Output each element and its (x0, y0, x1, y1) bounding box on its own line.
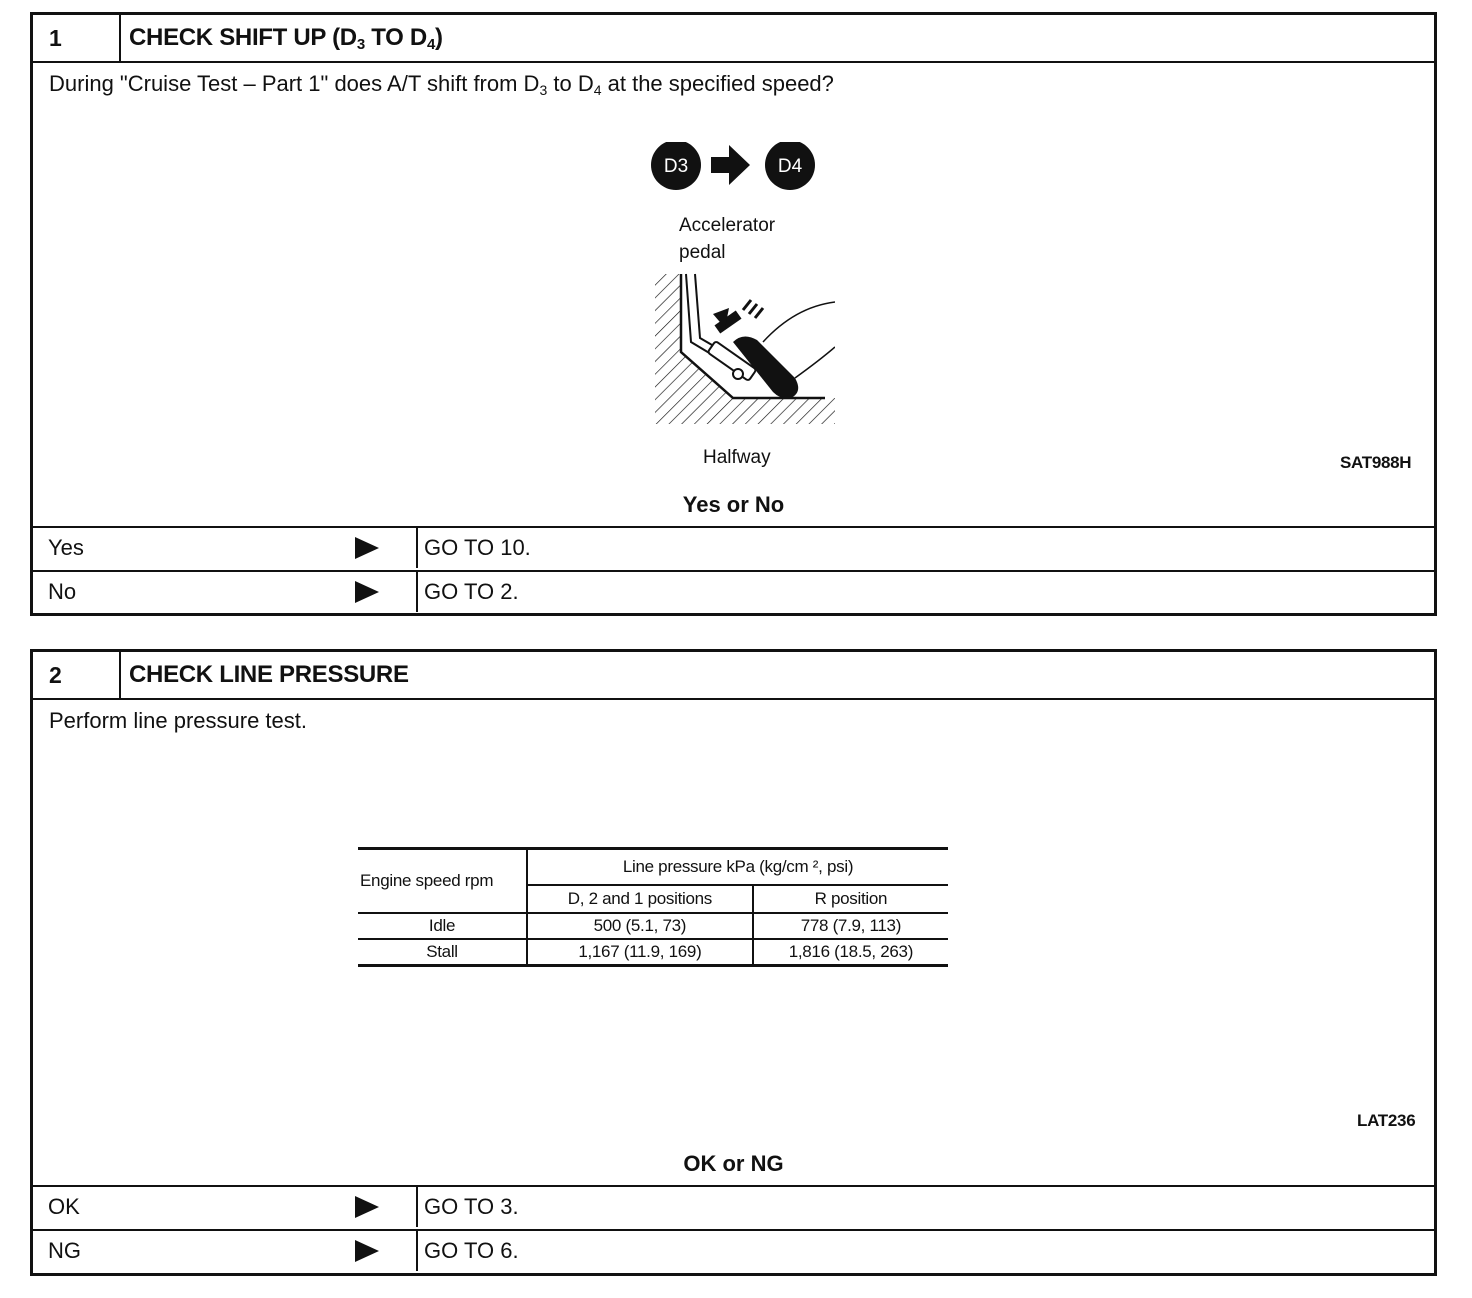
divider (416, 572, 418, 612)
pedal-label-line2: pedal (679, 242, 726, 263)
option-label: No (48, 579, 77, 604)
table-row (358, 913, 948, 939)
title-text-c: ) (434, 24, 443, 51)
title-text-b: TO D (364, 24, 427, 51)
step-title (129, 15, 443, 61)
arrow-right-icon (711, 145, 750, 185)
question-text-b: to D (547, 71, 594, 96)
divider (416, 528, 418, 568)
pedal-label-line1: Accelerator (679, 215, 776, 236)
row-header: Engine speed rpm (358, 849, 527, 914)
step-1-header (33, 15, 1434, 63)
step-instruction: Perform line pressure test. (49, 708, 307, 733)
figure-code: LAT236 (1357, 1111, 1416, 1130)
step-1-panel (30, 12, 1437, 616)
cell-speed: Idle (358, 913, 527, 939)
cell-d21: 500 (5.1, 73) (527, 913, 753, 939)
title-sub-3: 3 (356, 36, 365, 53)
col-header-r: R position (753, 885, 948, 913)
option-label: Yes (48, 535, 84, 560)
accelerator-pedal-figure (645, 142, 835, 472)
option-action: GO TO 10. (424, 535, 531, 560)
option-row-ng[interactable] (33, 1229, 1434, 1271)
cell-r: 1,816 (18.5, 263) (753, 939, 948, 966)
option-action: GO TO 3. (424, 1194, 519, 1219)
step-question (49, 71, 834, 97)
option-action: GO TO 6. (424, 1238, 519, 1263)
step-2-panel (30, 649, 1437, 1276)
line-pressure-table (358, 847, 948, 967)
pedal-pivot-icon (733, 369, 743, 379)
accelerator-pedal-illustration (645, 142, 835, 472)
step-2-header (33, 652, 1434, 700)
col-header-d21: D, 2 and 1 positions (527, 885, 753, 913)
cell-speed: Stall (358, 939, 527, 966)
divider (416, 1187, 418, 1227)
cell-r: 778 (7.9, 113) (753, 913, 948, 939)
title-text-a: CHECK SHIFT UP (D (129, 24, 357, 51)
option-row-no[interactable] (33, 570, 1434, 612)
cell-d21: 1,167 (11.9, 169) (527, 939, 753, 966)
divider (416, 1231, 418, 1271)
d4-badge-text: D4 (777, 156, 803, 177)
option-row-ok[interactable] (33, 1185, 1434, 1227)
d3-badge-text: D3 (663, 156, 689, 177)
table-row (358, 939, 948, 966)
triangle-right-icon (355, 1240, 379, 1262)
triangle-right-icon (355, 1196, 379, 1218)
option-label: NG (48, 1238, 81, 1263)
step-number: 2 (33, 652, 121, 698)
question-text-c: at the specified speed? (601, 71, 834, 96)
step-number: 1 (33, 15, 121, 61)
question-sub-3: 3 (539, 82, 548, 98)
figure-caption: Halfway (703, 447, 771, 468)
decision-prompt: Yes or No (682, 492, 785, 517)
title-sub-4: 4 (426, 36, 435, 53)
question-text-a: During "Cruise Test – Part 1" does A/T shift from D (49, 71, 540, 96)
question-sub-4: 4 (593, 82, 602, 98)
option-label: OK (48, 1194, 80, 1219)
motion-lines-icon (743, 300, 763, 318)
triangle-right-icon (355, 581, 379, 603)
decision-prompt: OK or NG (683, 1151, 784, 1176)
triangle-right-icon (355, 537, 379, 559)
group-header: Line pressure kPa (kg/cm ², psi) (527, 849, 948, 886)
option-row-yes[interactable] (33, 526, 1434, 568)
option-action: GO TO 2. (424, 579, 519, 604)
figure-code: SAT988H (1340, 453, 1412, 472)
step-title: CHECK LINE PRESSURE (129, 661, 409, 688)
